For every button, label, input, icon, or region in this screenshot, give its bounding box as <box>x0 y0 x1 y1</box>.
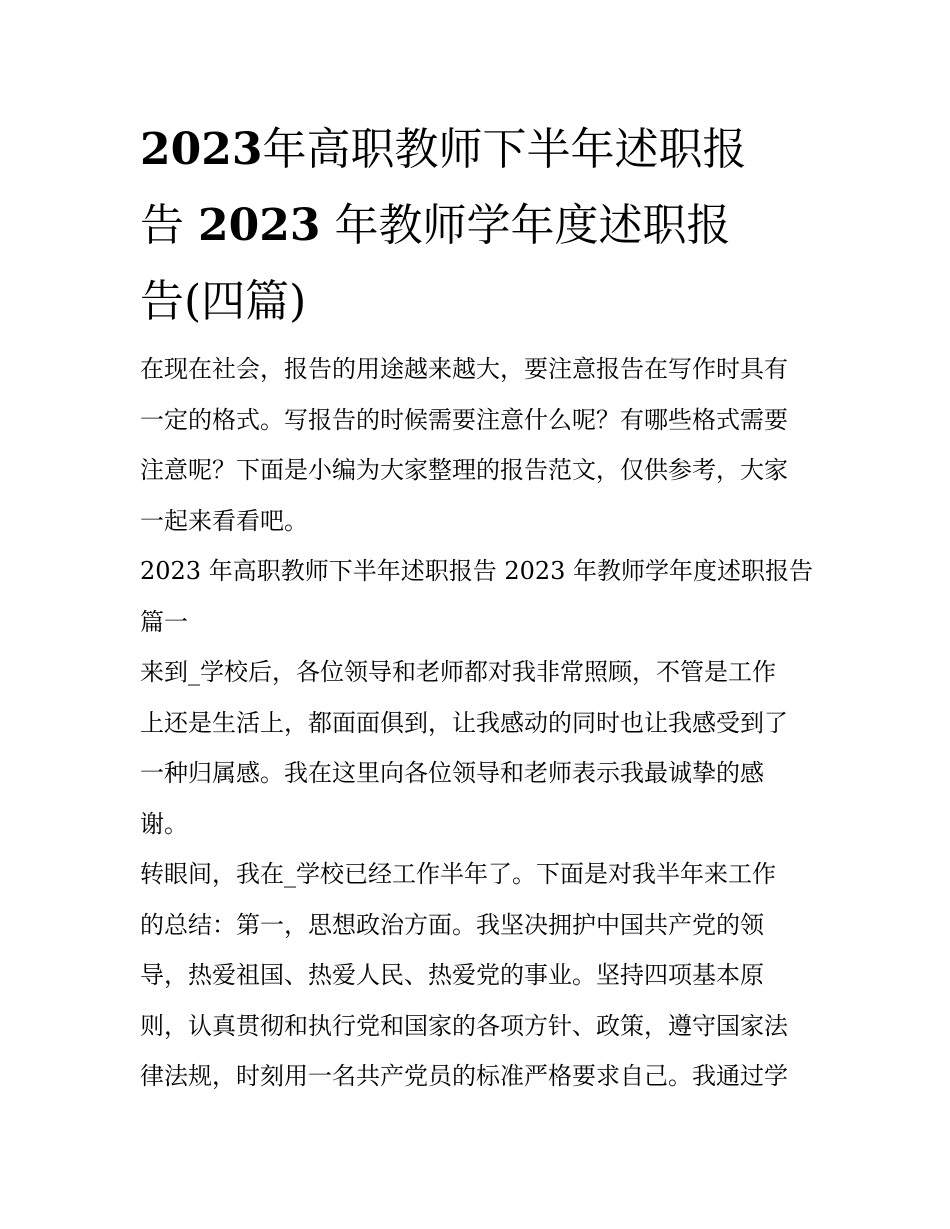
body-paragraph: 转眼间，我在_学校已经工作半年了。下面是对我半年来工作 的总结：第一，思想政治方面。我坚决拥护中国共产党的领 导，热爱祖国、热爱人民、热爱党的事业。坚持四项基本原 则，认真贯彻和执行党和国家的各项方针、政策，遵守国家法 律法规，时刻用一名共产党员的标准严格要求自己。我通过学 <box>140 860 788 1090</box>
document-title <box>140 112 812 340</box>
title-line: 2023年高职教师下半年述职报 <box>140 124 747 175</box>
body-paragraph: 来到_学校后，各位领导和老师都对我非常照顾，不管是工作 上还是生活上，都面面俱到，让我感动的同时也让我感受到了 一种归属感。我在这里向各位领导和老师表示我最诚挚的感 谢。 <box>140 658 788 838</box>
section-heading: 2023 年高职教师下半年述职报告 2023 年教师学年度述职报告 篇一 <box>140 557 814 636</box>
title-line: 告 2023 年教师学年度述职报 <box>140 200 731 251</box>
title-line: 告(四篇) <box>140 276 307 327</box>
intro-paragraph: 在现在社会，报告的用途越来越大，要注意报告在写作时具有 一定的格式。写报告的时候需要注意什么呢？有哪些格式需要 注意呢？下面是小编为大家整理的报告范文，仅供参考，大家 一起来看看吧。 <box>140 355 788 535</box>
document-body <box>140 112 812 1102</box>
